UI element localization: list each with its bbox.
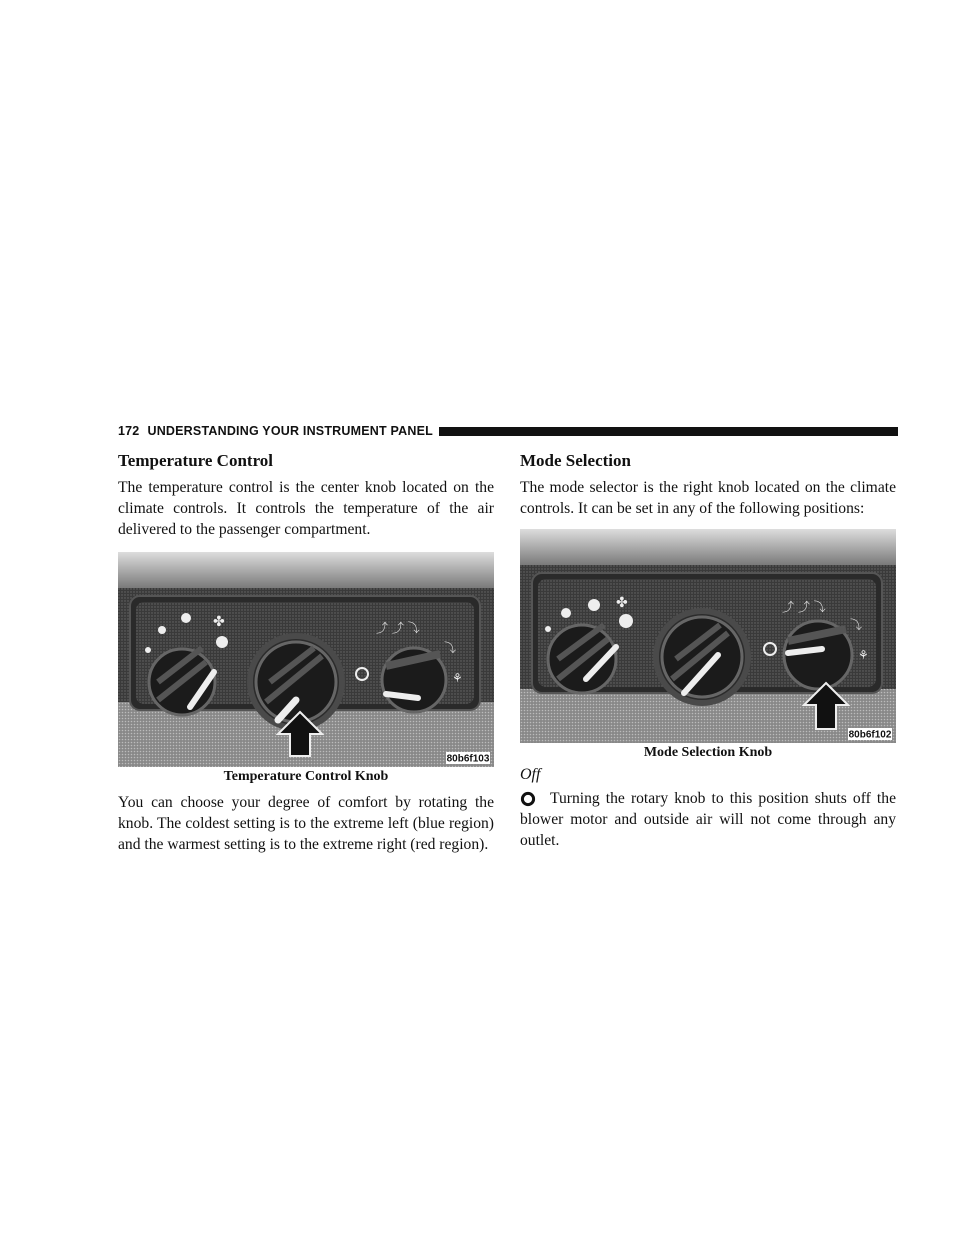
page-header <box>118 423 898 439</box>
temperature-control-heading: Temperature Control <box>118 451 274 470</box>
svg-text:✤: ✤ <box>616 595 628 611</box>
off-circle-icon <box>520 791 536 807</box>
off-paragraph: Turning the rotary knob to this position shuts off the blower motor and outside air will not come through any outlet. <box>520 790 896 849</box>
svg-text:⤵: ⤵ <box>850 618 863 632</box>
temperature-body-paragraph: You can choose your degree of comfort by rotating the knob. The coldest setting is to the extreme left (blue region) and the warmest setting is to the extreme right (red region). <box>118 794 494 853</box>
right-column <box>520 450 896 851</box>
figure-code-label: 80b6f103 <box>446 753 490 765</box>
svg-text:✤: ✤ <box>213 614 225 630</box>
temperature-figure-caption: Temperature Control Knob <box>223 769 389 784</box>
svg-text:⤵: ⤵ <box>444 641 457 655</box>
mode-figure-caption: Mode Selection Knob <box>643 745 773 760</box>
svg-text:⤴ ⤴ ⤵: ⤴ ⤴ ⤵ <box>782 600 826 614</box>
mode-selection-figure <box>520 529 896 743</box>
page-number: 172 <box>118 424 140 438</box>
mode-intro-paragraph: The mode selector is the right knob located on the climate controls. It can be set in any of the following positions: <box>520 479 896 517</box>
section-title: UNDERSTANDING YOUR INSTRUMENT PANEL <box>147 424 433 438</box>
off-description <box>520 788 896 851</box>
climate-panel-illustration <box>118 552 494 767</box>
temperature-intro-paragraph: The temperature control is the center knob located on the climate controls. It controls the temperature of the air delivered to the passenger compartment. <box>118 479 494 538</box>
figure-code-label: 80b6f102 <box>848 729 892 741</box>
temperature-control-figure <box>118 552 494 767</box>
climate-panel-illustration <box>520 529 896 743</box>
left-column <box>118 450 494 855</box>
svg-text:⚘: ⚘ <box>452 671 463 685</box>
svg-text:⤴ ⤴ ⤵: ⤴ ⤴ ⤵ <box>376 621 420 635</box>
header-rule <box>439 427 898 436</box>
mode-selection-heading: Mode Selection <box>520 451 631 470</box>
svg-text:⚘: ⚘ <box>858 648 869 662</box>
off-subheading: Off <box>520 766 541 783</box>
